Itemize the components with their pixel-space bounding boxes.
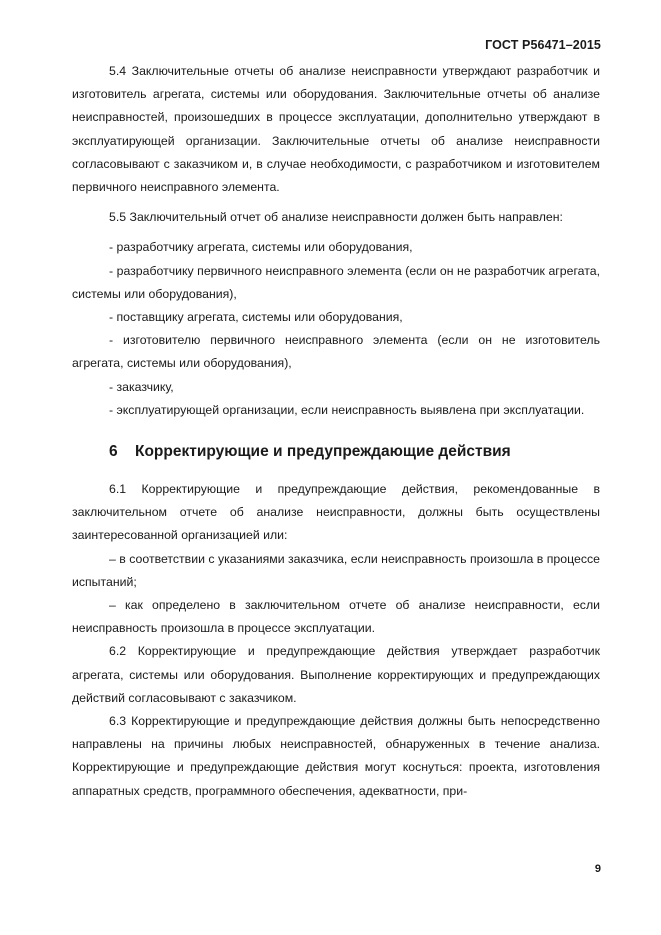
- list-item: - заказчику,: [109, 379, 174, 394]
- document-header: ГОСТ Р56471–2015: [485, 38, 601, 52]
- list-item: - поставщику агрегата, системы или оборудования,: [109, 310, 403, 325]
- section-number: 6: [109, 443, 118, 461]
- section-title: Корректирующие и предупреждающие действия: [135, 443, 511, 461]
- list-item: - эксплуатирующей организации, если неисправность выявлена при эксплуатации.: [109, 402, 585, 417]
- list-item: - разработчику первичного неисправного элемента (если он не разработчик агрегата, системы или оборудования),: [72, 263, 600, 301]
- list-item: – как определено в заключительном отчете об анализе неисправности, если неисправность произошла в процессе эксплуатации.: [72, 598, 600, 636]
- paragraph-5-5: 5.5 Заключительный отчет об анализе неисправности должен быть направлен:: [109, 210, 563, 225]
- page-content: [72, 60, 600, 803]
- paragraph-6-1: 6.1 Корректирующие и предупреждающие действия, рекомендованные в заключительном отчете об анализе неисправности, должны быть осуществлены заинтересованной организацией или:: [72, 482, 600, 543]
- list-item: – в соответствии с указаниями заказчика, если неисправность произошла в процессе испытаний;: [72, 551, 600, 589]
- section-heading: [72, 440, 600, 464]
- list-item: - изготовителю первичного неисправного элемента (если он не изготовитель агрегата, системы или оборудования),: [72, 333, 600, 371]
- list-item: - разработчику агрегата, системы или оборудования,: [109, 240, 413, 255]
- paragraph-6-2: 6.2 Корректирующие и предупреждающие действия утверждает разработчик агрегата, системы или оборудования. Выполнение корректирующих и предупреждающих действий согласовывают с заказчиком.: [72, 644, 600, 705]
- paragraph-6-3: 6.3 Корректирующие и предупреждающие действия должны быть непосредственно направлены на причины любых неисправностей, обнаруженных в течение анализа. Корректирующие и предупреждающие действия могут коснуться: проекта, изготовления аппаратных средств, программного обеспечения, адекватности, при-: [72, 714, 600, 798]
- page-number: 9: [594, 863, 601, 875]
- recipients-list: [72, 236, 600, 422]
- paragraph-5-4: 5.4 Заключительные отчеты об анализе неисправности утверждают разработчик и изготовитель агрегата, системы или оборудования. Заключительные отчеты об анализе неисправностей, произошедших в процессе эксплуатации, дополнительно утверждают в эксплуатирующей организации. Заключительные отчеты об анализе неисправности согласовывают с заказчиком и, в случае необходимости, с разработчиком и изготовителем первичного неисправного элемента.: [72, 64, 600, 195]
